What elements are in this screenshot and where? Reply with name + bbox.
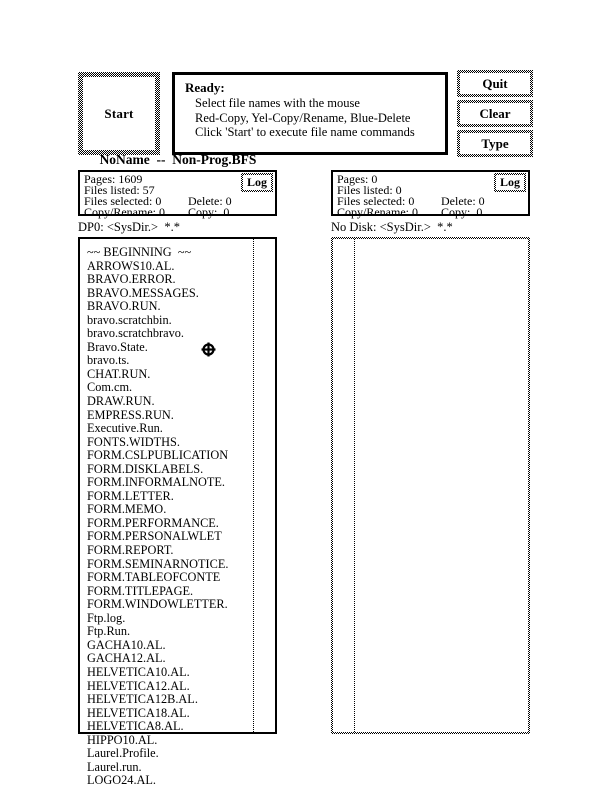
file-list-item[interactable]: FORM.REPORT.	[87, 543, 174, 558]
file-list-item[interactable]: LOGO24.AL.	[87, 773, 156, 788]
file-list-item[interactable]: HELVETICA12.AL.	[87, 678, 190, 693]
file-list-item[interactable]: Laurel.Profile.	[87, 746, 159, 761]
file-list-item[interactable]: bravo.scratchbravo.	[87, 326, 184, 341]
file-list-item[interactable]: FORM.TITLEPAGE.	[87, 583, 194, 598]
type-button-face	[460, 133, 530, 154]
file-list-item[interactable]: Com.cm.	[87, 380, 133, 395]
pages-label-left: Pages: 1609	[84, 172, 143, 186]
file-list-item[interactable]: GACHA12.AL.	[87, 651, 166, 666]
info-row-copy-rename-left	[84, 207, 272, 218]
message-line-2: Red-Copy, Yel-Copy/Rename, Blue-Delete	[195, 110, 411, 125]
file-list-item[interactable]: ARROWS10.AL.	[87, 258, 175, 273]
files-listed-right: Files listed: 0	[337, 183, 402, 197]
delete-count-right: Delete: 0	[441, 194, 485, 208]
copy-rename-right: Copy/Rename: 0	[337, 205, 418, 219]
quit-button-label: Quit	[482, 75, 508, 91]
start-button-label: Start	[104, 105, 134, 121]
clear-button-label: Clear	[479, 105, 511, 121]
clear-button[interactable]	[457, 100, 533, 127]
start-button[interactable]	[78, 72, 160, 155]
file-list-item[interactable]: Ftp.Run.	[87, 624, 131, 639]
file-pane-right	[331, 237, 530, 734]
log-button-right-face	[496, 175, 524, 190]
type-button-label: Type	[481, 135, 509, 151]
scrollbar-left[interactable]	[253, 239, 254, 732]
file-list-item[interactable]: CHAT.RUN.	[87, 366, 151, 381]
message-box	[172, 72, 448, 155]
file-list-item[interactable]: FORM.TABLEOFCONTE	[87, 570, 221, 585]
quit-button-face	[460, 73, 530, 94]
file-list-item[interactable]: Laurel.run.	[87, 759, 142, 774]
file-list-item[interactable]: FORM.DISKLABELS.	[87, 461, 204, 476]
copy-count-right: Copy: 0	[441, 205, 483, 219]
file-list-item[interactable]: FORM.PERFORMANCE.	[87, 515, 219, 530]
quit-button[interactable]	[457, 70, 533, 97]
file-list-item[interactable]: FORM.LETTER.	[87, 488, 174, 503]
file-list-item[interactable]: HELVETICA18.AL.	[87, 705, 190, 720]
file-list-item[interactable]: EMPRESS.RUN.	[87, 407, 174, 422]
directory-path-right[interactable]: No Disk: <SysDir.> *.*	[331, 220, 453, 234]
file-list-item[interactable]: FORM.INFORMALNOTE.	[87, 475, 226, 490]
log-button-right[interactable]	[494, 173, 526, 192]
file-list-item[interactable]: FORM.PERSONALWLET	[87, 529, 222, 544]
file-list-item[interactable]: Ftp.log.	[87, 610, 126, 625]
type-button[interactable]	[457, 130, 533, 157]
file-list-item[interactable]: HELVETICA12B.AL.	[87, 692, 198, 707]
file-list-item[interactable]: DRAW.RUN.	[87, 394, 155, 409]
files-selected-right: Files selected: 0	[337, 194, 415, 208]
window-title: NoName -- Non-Prog.BFS	[99, 152, 257, 167]
file-list-right	[333, 239, 528, 732]
info-panel-right	[331, 170, 530, 219]
file-list-left	[80, 239, 275, 788]
file-list-item[interactable]: ~~ BEGINNING ~~	[87, 245, 192, 259]
file-list-item[interactable]: bravo.scratchbin.	[87, 312, 172, 327]
clear-button-face	[460, 103, 530, 124]
directory-path-left[interactable]: DP0: <SysDir.> *.*	[78, 220, 180, 234]
file-list-item[interactable]: FONTS.WIDTHS.	[87, 434, 180, 449]
file-pane-left	[78, 237, 277, 788]
files-listed-left: Files listed: 57	[84, 183, 155, 197]
file-list-item[interactable]: HELVETICA8.AL.	[87, 719, 184, 734]
info-row-copy-rename-right	[337, 207, 525, 218]
pages-label-right: Pages: 0	[337, 172, 378, 186]
file-list-item[interactable]: BRAVO.ERROR.	[87, 272, 176, 287]
log-button-left[interactable]	[241, 173, 273, 192]
log-button-left-face	[243, 175, 271, 190]
log-button-right-label: Log	[499, 175, 520, 189]
files-selected-left: Files selected: 0	[84, 194, 162, 208]
file-list-item[interactable]: FORM.SEMINARNOTICE.	[87, 556, 229, 571]
log-button-left-label: Log	[246, 175, 267, 189]
copy-rename-left: Copy/Rename: 0	[84, 205, 165, 219]
file-list-item[interactable]: GACHA10.AL.	[87, 637, 166, 652]
start-button-face	[83, 77, 155, 150]
copy-count-left: Copy: 0	[188, 205, 230, 219]
message-line-1: Select file names with the mouse	[195, 96, 360, 110]
file-list-item[interactable]: FORM.MEMO.	[87, 502, 167, 517]
message-line-3: Click 'Start' to execute file name commands	[195, 125, 415, 139]
message-heading: Ready:	[185, 80, 225, 95]
file-list-item[interactable]: BRAVO.RUN.	[87, 299, 161, 314]
file-list-item[interactable]: FORM.CSLPUBLICATION	[87, 448, 229, 463]
file-list-item[interactable]: Bravo.State.	[87, 339, 148, 354]
info-panel-left	[78, 170, 277, 219]
file-list-item[interactable]: BRAVO.MESSAGES.	[87, 285, 199, 300]
file-list-item[interactable]: HIPPO10.AL.	[87, 732, 158, 747]
scrollbar-right[interactable]	[354, 239, 355, 732]
file-list-item[interactable]: Executive.Run.	[87, 421, 163, 436]
file-list-item[interactable]: FORM.WINDOWLETTER.	[87, 597, 228, 612]
delete-count-left: Delete: 0	[188, 194, 232, 208]
file-list-item[interactable]: HELVETICA10.AL.	[87, 664, 190, 679]
file-list-item[interactable]: bravo.ts.	[87, 353, 130, 368]
